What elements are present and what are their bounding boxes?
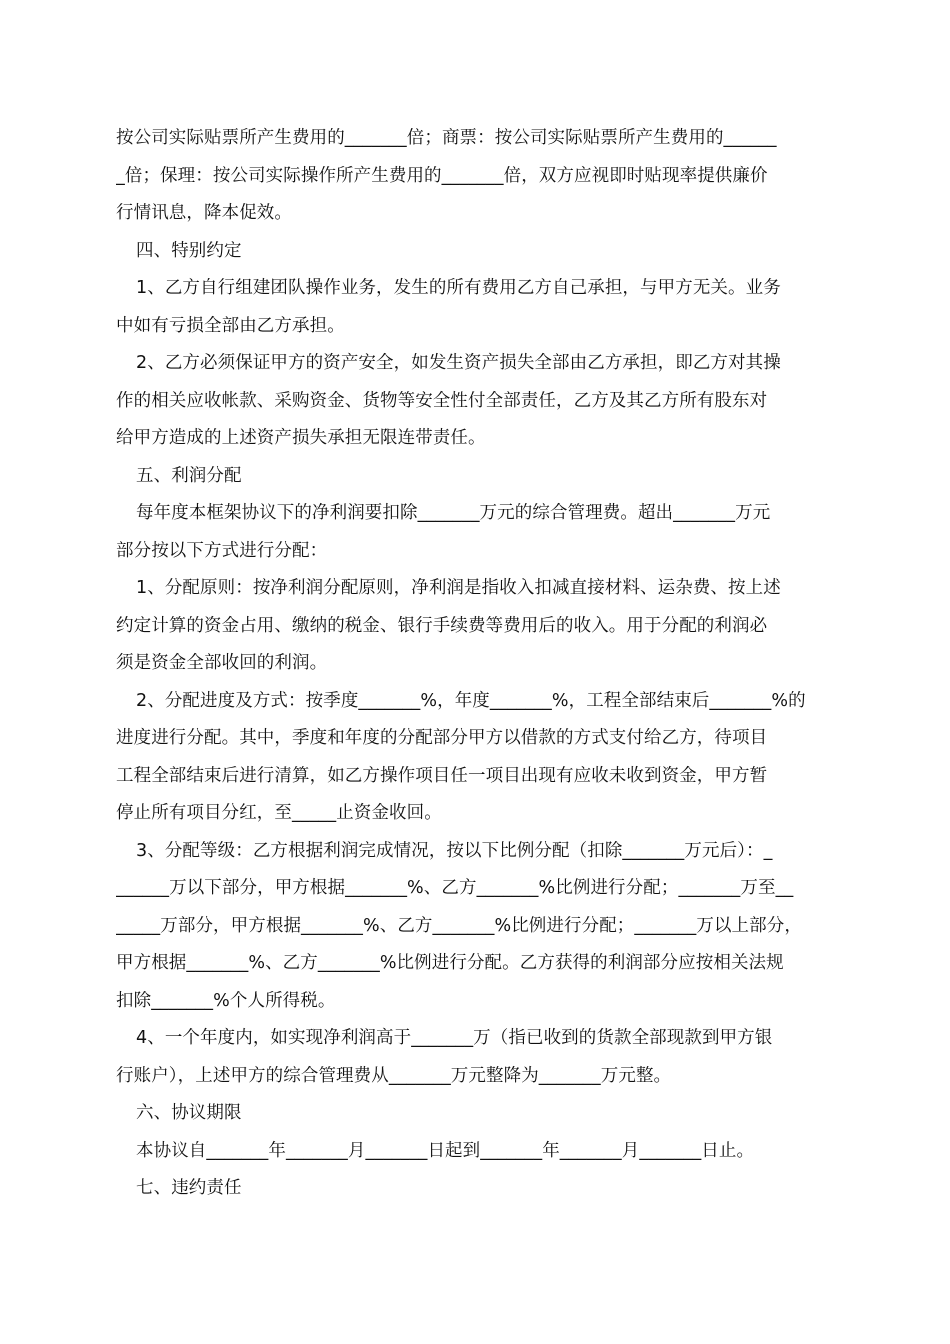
clause-4-2-line-1: 2、乙方必须保证甲方的资产安全，如发生资产损失全部由乙方承担，即乙方对其操 xyxy=(136,353,781,373)
clause-5-1-line-2: 约定计算的资金占用、缴纳的税金、银行手续费等费用后的收入。用于分配的利润必 xyxy=(116,615,768,636)
section-heading-agreement-term: 六、协议期限 xyxy=(136,1103,242,1123)
clause-5-2-line-3: 工程全部结束后进行清算，如乙方操作项目任一项目出现有应收未收到资金，甲方暂 xyxy=(116,765,768,786)
profit-intro-line-2: 部分按以下方式进行分配： xyxy=(116,540,328,561)
clause-5-3-line-3: _____万部分，甲方根据_______%、乙方_______%比例进行分配；_______万以上部分， xyxy=(116,915,802,936)
agreement-term-line: 本协议自_______年_______月_______日起到_______年_______月_______日止。 xyxy=(136,1140,755,1161)
clause-4-2-line-2: 作的相关应收帐款、采购资金、货物等安全性付全部责任，乙方及其乙方所有股东对 xyxy=(116,390,768,411)
clause-5-2-line-4: 停止所有项目分红，至_____止资金收回。 xyxy=(116,803,442,823)
clause-5-3-line-1: 3、分配等级：乙方根据利润完成情况，按以下比例分配（扣除_______万元后）：_ xyxy=(136,840,773,861)
text-line-market-info: 行情讯息，降本促效。 xyxy=(116,203,292,223)
section-heading-breach-liability: 七、违约责任 xyxy=(136,1178,242,1198)
clause-5-1-line-1: 1、分配原则：按净利润分配原则，净利润是指收入扣减直接材料、运杂费、按上述 xyxy=(136,578,781,598)
text-line-discount-rates: 按公司实际贴票所产生费用的_______倍；商票：按公司实际贴票所产生费用的______ xyxy=(116,128,777,148)
clause-5-1-line-3: 须是资金全部收回的利润。 xyxy=(116,653,328,673)
profit-intro-line-1: 每年度本框架协议下的净利润要扣除_______万元的综合管理费。超出_______万元 xyxy=(136,503,771,523)
clause-5-2-line-1: 2、分配进度及方式：按季度_______%，年度_______%，工程全部结束后_______%的 xyxy=(136,690,806,711)
clause-5-3-line-4: 甲方根据_______%、乙方_______%比例进行分配。乙方获得的利润部分应按相关法规 xyxy=(116,953,784,973)
clause-5-4-line-2: 行账户），上述甲方的综合管理费从_______万元整降为_______万元整。 xyxy=(116,1065,672,1086)
clause-4-1-line-1: 1、乙方自行组建团队操作业务，发生的所有费用乙方自己承担，与甲方无关。业务 xyxy=(136,278,781,298)
section-heading-profit-distribution: 五、利润分配 xyxy=(136,465,242,486)
clause-5-3-line-5: 扣除_______%个人所得税。 xyxy=(116,990,336,1011)
clause-5-2-line-2: 进度进行分配。其中，季度和年度的分配部分甲方以借款的方式支付给乙方，待项目 xyxy=(116,728,768,748)
clause-5-3-line-2: ______万以下部分，甲方根据_______%、乙方_______%比例进行分配；_______万至__ xyxy=(116,878,794,898)
section-heading-special-terms: 四、特别约定 xyxy=(136,240,242,261)
clause-4-2-line-3: 给甲方造成的上述资产损失承担无限连带责任。 xyxy=(116,428,486,448)
clause-5-4-line-1: 4、一个年度内，如实现净利润高于_______万（指已收到的货款全部现款到甲方银 xyxy=(136,1028,773,1048)
document-body xyxy=(116,120,836,1208)
text-line-factoring: _倍；保理：按公司实际操作所产生费用的_______倍，双方应视即时贴现率提供廉价 xyxy=(116,165,768,186)
clause-4-1-line-2: 中如有亏损全部由乙方承担。 xyxy=(116,315,345,336)
